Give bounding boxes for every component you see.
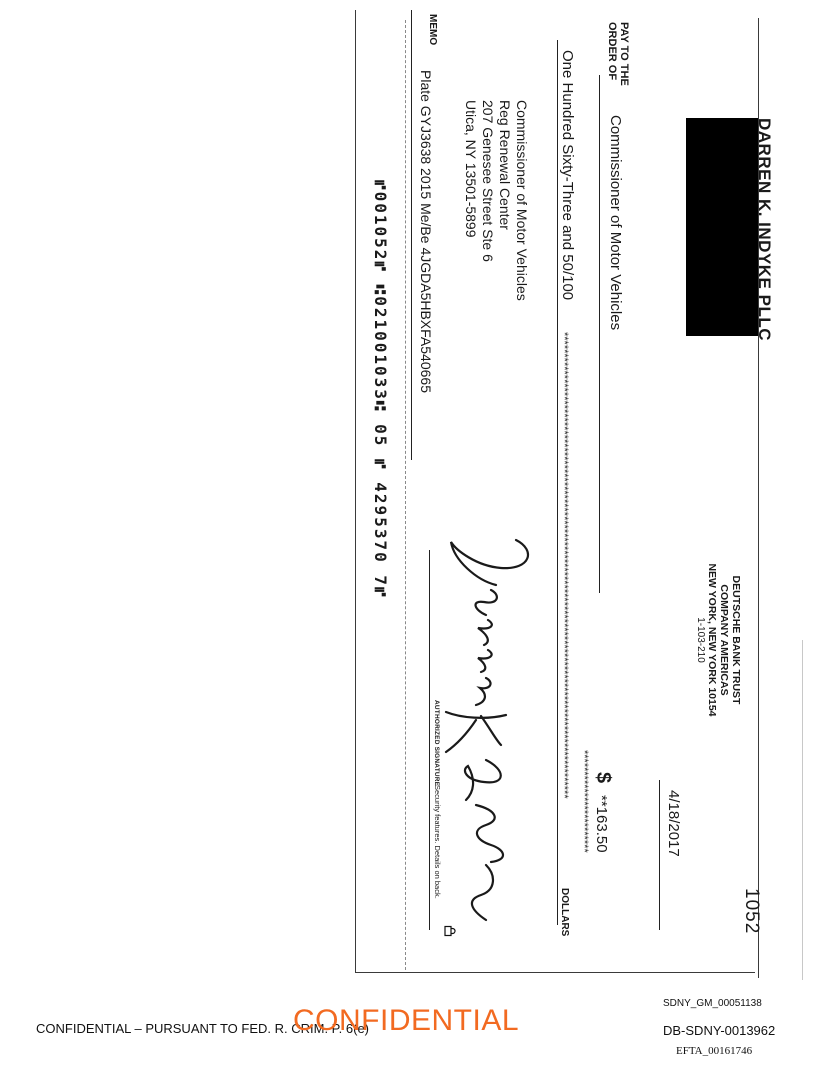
payer-redaction-box <box>686 118 758 336</box>
bank-name-line-1: DEUTSCHE BANK TRUST <box>730 575 742 705</box>
scan-page-edge-right <box>802 640 803 980</box>
address-line: Commissioner of Motor Vehicles <box>514 100 530 301</box>
memo-label: MEMO <box>427 14 438 46</box>
amount-in-words: One Hundred Sixty-Three and 50/100 <box>559 50 576 301</box>
memo-text: Plate GYJ3638 2015 Me/Be 4JGDA5HBXFA540665 <box>418 70 434 393</box>
bank-routing-fraction: 1-103-210 <box>695 617 706 663</box>
dollars-label: DOLLARS <box>559 888 570 937</box>
bank-block <box>695 550 742 730</box>
check <box>350 10 774 980</box>
payee-name: Commissioner of Motor Vehicles <box>607 115 624 331</box>
pay-to-label: PAY TO THE ORDER OF <box>606 22 630 86</box>
address-line: Reg Renewal Center <box>497 100 513 230</box>
amount-stars-line: ************************ <box>578 750 590 853</box>
dollar-sign: $ <box>592 772 614 784</box>
memo-underline <box>411 10 412 460</box>
handwritten-signature <box>426 530 546 930</box>
payer-name-peek: DARREN K. INDYKE PLLC <box>755 118 774 342</box>
payee-address-block <box>462 100 530 301</box>
check-date: 4/18/2017 <box>665 790 682 857</box>
bank-city-line: NEW YORK, NEW YORK 10154 <box>706 563 718 717</box>
amount-words-underline <box>557 40 558 925</box>
security-notice <box>444 925 456 937</box>
micr-line: ⑈001052⑈ ⑆021001033⑆ 05 ⑈ 4295370 7⑈ <box>371 180 390 599</box>
date-underline <box>659 780 660 930</box>
address-line: Utica, NY 13501-5899 <box>463 100 479 238</box>
efta-number: EFTA_00161746 <box>676 1045 753 1057</box>
check-number: 1052 <box>741 888 762 935</box>
authorized-signature-label: AUTHORIZED SIGNATURE <box>433 700 440 787</box>
amount-words-stars: ************************************************************************************************************* <box>558 332 570 799</box>
legal-footer: CONFIDENTIAL – PURSUANT TO FED. R. CRIM. P. 6(e) <box>36 1021 370 1036</box>
signature-line <box>429 550 430 930</box>
check-image <box>350 10 774 980</box>
sdny-gm-id: SDNY_GM_00051138 <box>663 998 762 1009</box>
address-line: 207 Genesee Street Ste 6 <box>480 100 496 262</box>
amount-numeric: **163.50 <box>593 795 610 853</box>
padlock-icon <box>444 925 456 937</box>
confidential-stamp: CONFIDENTIAL <box>293 1004 520 1037</box>
bank-name-line-2: COMPANY AMERICAS <box>718 584 730 696</box>
payee-underline <box>599 75 600 593</box>
bates-number: DB-SDNY-0013962 <box>663 1023 776 1038</box>
security-notice-text: Security features. Details on back. <box>433 785 442 899</box>
